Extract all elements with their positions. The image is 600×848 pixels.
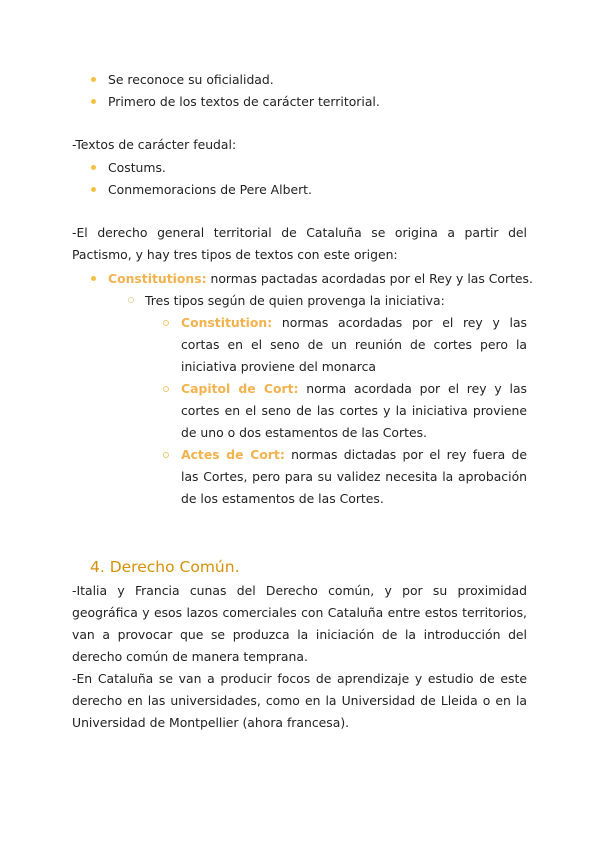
term-text: normas dictadas por el rey fuera de las Cortes, pero para su validez necesita la aprobación de los estamentos de las Cortes. xyxy=(181,447,527,506)
term-label: Actes de Cort: xyxy=(181,447,285,462)
sub-list-item xyxy=(181,444,527,510)
hollow-bullet-icon xyxy=(128,297,134,303)
bullet-icon xyxy=(91,165,96,170)
term-label: Constitutions: xyxy=(108,271,207,286)
term-text: norma acordada por el rey y las cortes en el seno de las cortes y la iniciativa proviene de uno o dos estamentos de las Cortes. xyxy=(181,381,528,440)
sub-list-item xyxy=(181,312,527,378)
paragraph: -Italia y Francia cunas del Derecho común, y por su proximidad geográfica y esos lazos comerciales con Cataluña entre estos territorios, van a provocar que se produzca la iniciación de la introducción del derecho común de manera temprana. xyxy=(72,583,527,664)
list-item: Tres tipos según de quien provenga la iniciativa: xyxy=(145,293,445,308)
list-item: Conmemoracions de Pere Albert. xyxy=(108,182,312,197)
term-label: Capitol de Cort: xyxy=(181,381,299,396)
term-text: normas acordadas por el rey y las cortas en el seno de un reunión de cortes pero la iniciativa proviene del monarca xyxy=(181,315,527,374)
hollow-bullet-icon xyxy=(163,452,169,458)
list-item: Costums. xyxy=(108,160,166,175)
bullet-icon xyxy=(91,99,96,104)
hollow-bullet-icon xyxy=(163,386,169,392)
bullet-icon xyxy=(91,77,96,82)
section-heading: 4. Derecho Común. xyxy=(90,558,240,576)
list-item-constitutions xyxy=(108,271,533,287)
bullet-icon xyxy=(91,187,96,192)
term-text: normas pactadas acordadas por el Rey y las Cortes. xyxy=(206,271,533,286)
hollow-bullet-icon xyxy=(163,320,169,326)
paragraph: -El derecho general territorial de Cataluña se origina a partir del Pactismo, y hay tres tipos de textos con este origen: xyxy=(72,225,527,262)
section-label: -Textos de carácter feudal: xyxy=(72,137,237,152)
bullet-icon xyxy=(91,276,96,281)
list-item: Primero de los textos de carácter territorial. xyxy=(108,94,380,109)
paragraph: -En Cataluña se van a producir focos de aprendizaje y estudio de este derecho en las universidades, como en la Universidad de Lleida o en la Universidad de Montpellier (ahora francesa). xyxy=(72,671,527,730)
list-item: Se reconoce su oficialidad. xyxy=(108,72,274,87)
sub-list-item xyxy=(181,378,527,444)
term-label: Constitution: xyxy=(181,315,273,330)
